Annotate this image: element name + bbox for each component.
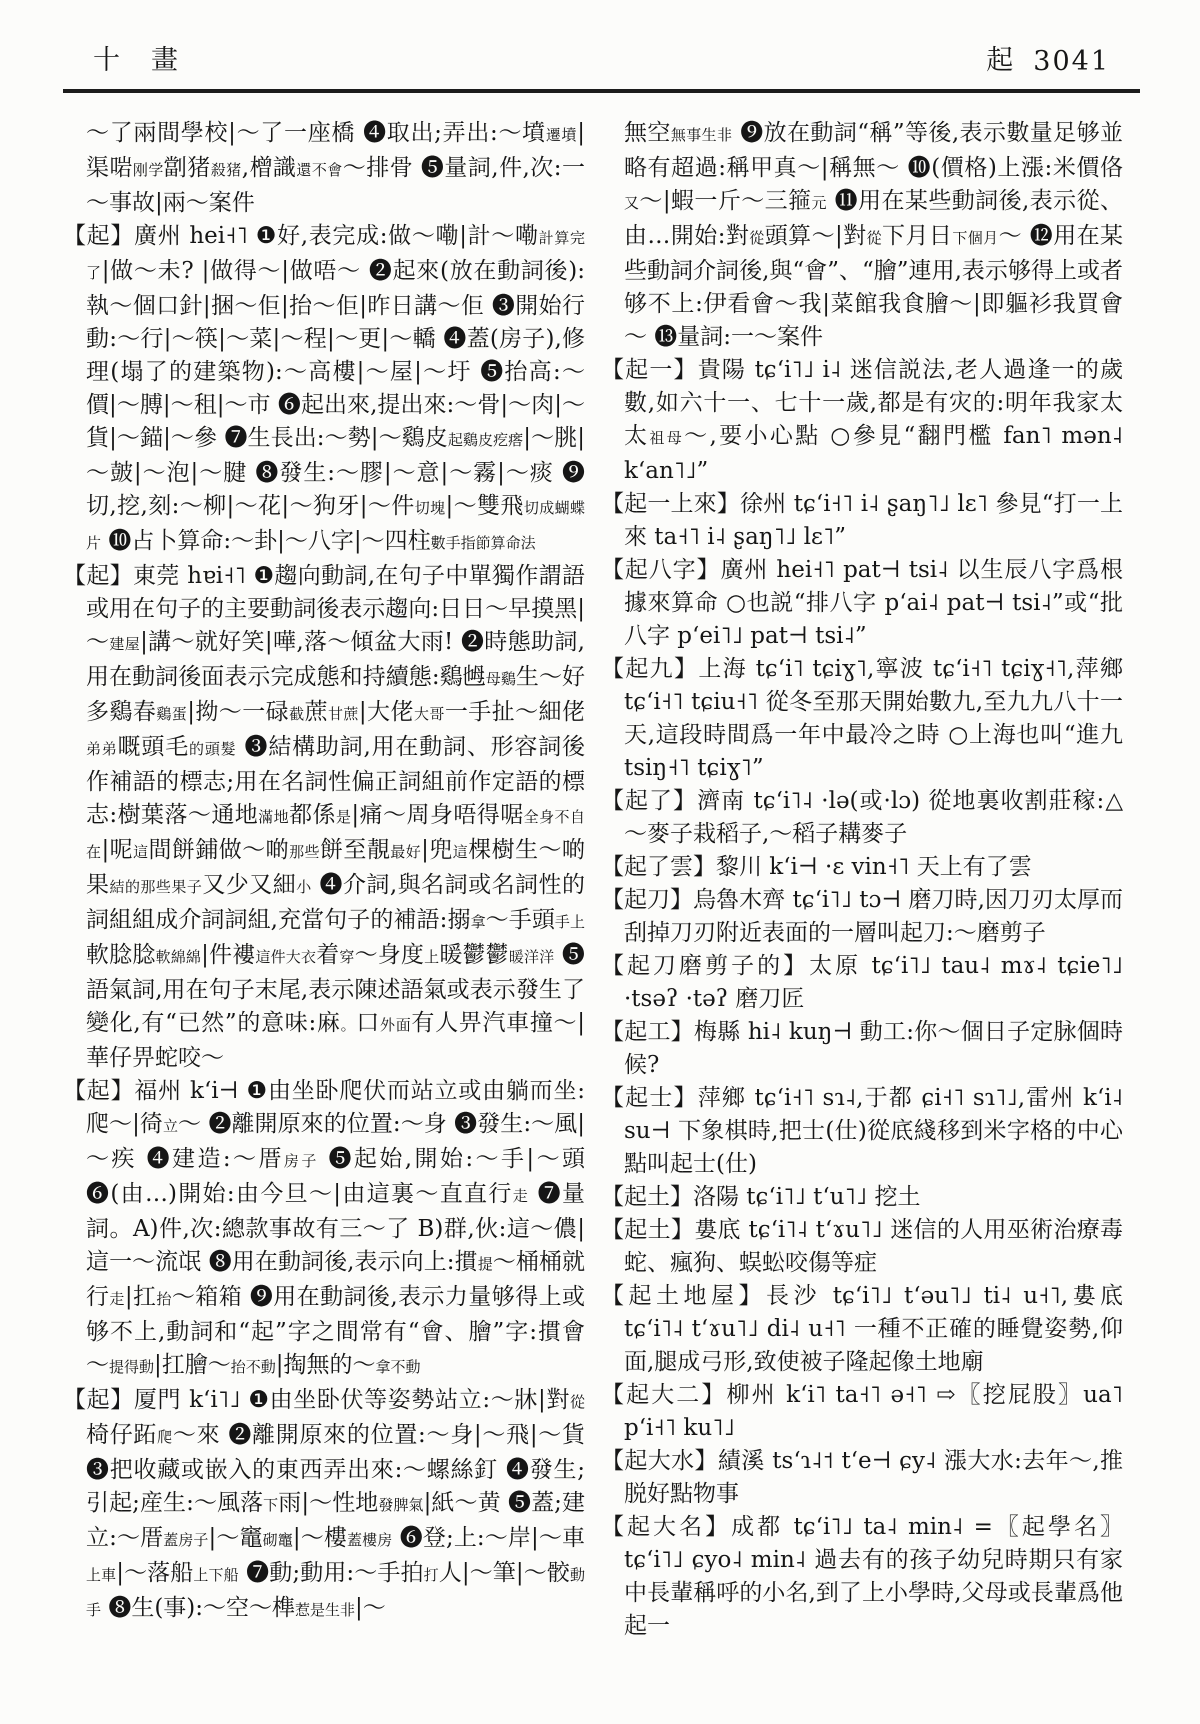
- entry-text: 劏猪: [163, 155, 211, 181]
- gloss-annotation: 手上: [554, 913, 585, 931]
- entry-text: |～: [355, 1595, 386, 1621]
- entry-text: ～排骨 ❺量詞,件,次:一～事故|兩～案件: [86, 155, 585, 216]
- entry-headword: 【起了雲】: [601, 854, 716, 880]
- gloss-annotation: 動手: [86, 1566, 585, 1619]
- gloss-annotation: 提: [477, 1255, 493, 1273]
- entry-text: |～落船: [116, 1560, 194, 1586]
- entry-text: 人|～筆|～骹: [438, 1560, 570, 1586]
- entry-text: 成都 tɕʻi˥˩ ta˨ min˨ =〖起學名〗tɕʻi˥˩ ɕyo˨ min˨ 過去有的孩子幼兒時期只有家中長輩稱呼的小名,到了上小學時,父母或長輩爲他起一: [624, 1514, 1123, 1639]
- entry-text: |～竈: [208, 1525, 263, 1551]
- entry-text: ～身度: [354, 942, 425, 968]
- gloss-annotation: 切成蝴蝶片: [86, 499, 585, 552]
- gloss-annotation: 穿: [339, 948, 355, 966]
- entry-text: 餅至靚: [319, 837, 391, 863]
- gloss-annotation: 從: [749, 229, 765, 247]
- text-columns: [63, 117, 1140, 1643]
- gloss-annotation: 下: [263, 1496, 279, 1514]
- gloss-annotation: 無事生非: [670, 126, 733, 144]
- gloss-annotation: 遷墳: [545, 126, 578, 144]
- entry-text: ～|蝦一斤～三箍: [639, 188, 812, 214]
- gloss-annotation: 軟綿綿: [155, 948, 202, 966]
- entry-text: 東莞 hɐi˧˥ ❶趨向動詞,在句子中單獨作謂語或用在句子的主要動詞後表示趨向:日日～早摸黑|～: [86, 563, 585, 655]
- entry-text: 婁底 tɕʻi˥˨ tʻɤu˥˩ 迷信的人用巫術治療毒蛇、瘋狗、蜈蚣咬傷等症: [624, 1217, 1124, 1276]
- entry-text: |痛～周身唔得啹: [351, 802, 524, 828]
- gloss-annotation: 拿: [470, 913, 486, 931]
- entry-text: |紙～黄 ❺蓋;建立:～厝: [86, 1490, 586, 1551]
- header-rule: [63, 89, 1140, 93]
- entry-text: 廣州 hei˧˥ pat⊣ tsi˨ 以生辰八字爲根據來算命 ○也説“排八字 pʻai˨ pat⊣ tsi˨”或“批八字 pʻei˥˩ pat⊣ tsi˨”: [624, 557, 1123, 649]
- entry-text: 都係: [289, 802, 336, 828]
- entry-text: ❿占卜算命:～卦|～八字|～四柱: [101, 528, 431, 554]
- entry-text: 梅縣 hi˨ kuŋ⊣ 動工:你～個日子定脉個時候?: [624, 1019, 1123, 1078]
- gloss-annotation: 從: [570, 1393, 586, 1411]
- dictionary-entry: [601, 884, 1123, 950]
- entry-text: 着: [316, 942, 340, 968]
- entry-text: 嘅頭毛: [117, 734, 190, 760]
- gloss-annotation: 這: [133, 843, 149, 861]
- entry-headword: 【起土】: [601, 1217, 695, 1243]
- entry-text: ❻登;上:～岸|～車: [392, 1525, 585, 1551]
- entry-text: ～箱箱 ❾用在動詞後,表示力量够得上或够不上,動詞和“起”字之間常有“會、膾”字:摜會～: [86, 1284, 585, 1378]
- gloss-annotation: 暖洋洋: [508, 948, 555, 966]
- entry-text: ～ ⓬用在某些動詞介詞後,與“會”、“膾”連用,表示够得上或者够不上:伊看會～我|菜館我食膾～|即軀衫我買會～ ⓭量詞:一～案件: [624, 223, 1124, 350]
- entry-text: ❺起始,開始:～手|～頭 ❻(由…)開始:由今旦～|由這裏～直直行: [86, 1146, 585, 1207]
- gloss-annotation: 這件大衣: [255, 948, 317, 966]
- entry-text: 福州 kʻi⊣ ❶由坐卧爬伏而站立或由躺而坐:爬～|徛: [86, 1078, 585, 1137]
- entry-text: 下月日: [882, 223, 953, 249]
- entry-text: ～桶桶就行: [86, 1249, 585, 1310]
- gloss-annotation: 打: [423, 1566, 439, 1584]
- entry-text: 暖鬱鬱: [439, 942, 509, 968]
- entry-text: |扛膾～: [154, 1352, 231, 1378]
- right-column: [601, 117, 1123, 1643]
- entry-text: ～了兩間學校|～了一座橋 ❹取出;弄出:～墳: [86, 120, 546, 146]
- gloss-annotation: 起鷄皮疙瘩: [447, 431, 524, 449]
- entry-text: |扛: [124, 1284, 157, 1310]
- entry-headword: 【起九】: [601, 656, 699, 682]
- gloss-annotation: 立: [162, 1117, 179, 1135]
- entry-text: 蔗: [304, 699, 328, 725]
- entry-headword: 【起大二】: [601, 1382, 727, 1408]
- entry-text: 無空: [624, 120, 671, 146]
- gloss-annotation: 切塊: [414, 499, 446, 517]
- entry-text: |呢: [101, 837, 134, 863]
- entry-headword: 【起刀磨剪子的】: [601, 953, 810, 979]
- entry-text: ～,要小心點 ○參見“翻門檻 fan˥ mən˨ kʻan˥˩”: [624, 423, 1123, 484]
- entry-text: |渠啱: [86, 120, 585, 181]
- entry-text: ～手頭: [485, 907, 555, 933]
- header-right: [986, 38, 1110, 77]
- gloss-annotation: 上: [424, 948, 440, 966]
- gloss-annotation: 。: [340, 1016, 357, 1034]
- header-radical-stroke-count: 十 畫: [93, 45, 180, 76]
- gloss-annotation: 提得動: [109, 1358, 155, 1376]
- gloss-annotation: 這: [452, 843, 469, 861]
- entry-text: ,橧識: [241, 155, 297, 181]
- gloss-annotation: 蓋樓房: [346, 1531, 393, 1549]
- entry-text: 貴陽 tɕʻi˥˩ i˨ 迷信説法,老人過逢一的歲數,如六十一、七十一歲,都是有灾的:明年我家太太: [624, 357, 1124, 449]
- entry-text: 棵樹生～啲果: [86, 837, 585, 898]
- entry-headword: 【起工】: [601, 1019, 694, 1045]
- gloss-annotation: 走: [109, 1290, 125, 1308]
- entry-text: 間餅鋪做～啲: [148, 837, 290, 863]
- entry-text: |件褸: [201, 942, 256, 968]
- dictionary-entry: [601, 554, 1123, 653]
- gloss-annotation: 鷄蛋: [156, 705, 188, 723]
- entry-headword: 【起一】: [601, 357, 698, 383]
- entry-headword: 【起一上來】: [601, 491, 740, 517]
- entry-headword: 【起土】: [601, 1184, 693, 1210]
- entry-text: 上海 tɕʻi˥ tɕiɣ˥,寧波 tɕʻi˧˥ tɕiɣ˧˥,萍鄉 tɕʻi˧˥ tɕiu˧˥ 從冬至那天開始數九,至九九八十一天,這段時間爲一年中最冷之時 ○上海也叫“進九 tsiŋ˧˥ tɕiɣ˥”: [624, 656, 1123, 781]
- dictionary-entry: [601, 1016, 1123, 1082]
- entry-text: 萍鄉 tɕʻi˧˥ sɿ˨,于都 ɕi˧˥ sɿ˥˩,雷州 kʻi˨ su⊣ 下象棋時,把士(仕)從底綫移到米字格的中心點叫起士(仕): [624, 1085, 1124, 1177]
- entry-text: |～朓|～皷|～泡|～腱 ❽發生:～膠|～意|～霧|～痰 ❾切,挖,刻:～柳|～花|～狗牙|～件: [86, 425, 585, 519]
- entry-text: 徐州 tɕʻi˧˥ i˨ ʂaŋ˥˩ lɛ˥ 參見“打一上來 ta˧˥ i˨ ʂaŋ˥˩ lɛ˥”: [624, 491, 1124, 550]
- dictionary-entry: [601, 851, 1123, 884]
- gloss-annotation: 抬不動: [230, 1358, 276, 1376]
- entry-headword: 【起刀】: [601, 887, 694, 913]
- entry-headword: 【起】: [63, 563, 133, 589]
- gloss-annotation: 建屋: [109, 635, 141, 653]
- gloss-annotation: 外面: [380, 1016, 412, 1034]
- entry-headword: 【起】: [63, 1387, 134, 1413]
- entry-text: ❼動;動用:～手拍: [238, 1560, 424, 1586]
- entry-text: 太原 tɕʻi˥˩ tau˨ mɤ˨ tɕie˥˩ ·tsəʔ ·təʔ 磨刀匠: [624, 953, 1124, 1012]
- gloss-annotation: 祖母: [649, 429, 685, 447]
- entry-text: 一手扯～細佬: [444, 699, 585, 725]
- entry-text: ～ ❷離開原來的位置:～身 ❸發生:～風|～疾 ❹建造:～厝: [86, 1111, 585, 1172]
- gloss-annotation: 那些: [289, 843, 320, 861]
- gloss-annotation: 爬: [157, 1428, 173, 1446]
- entry-text: 柳州 kʻi˥ ta˧˥ ə˧˥ ⇨〖挖屁股〗ua˥ pʻi˧˥ ku˥˩: [624, 1382, 1123, 1441]
- entry-text: ❼量詞。A)件,次:總款事故有三～了 B)群,伙:這～儂|這一～流氓 ❽用在動詞後,表示向上:摜: [86, 1181, 585, 1275]
- gloss-annotation: 惹是生非: [295, 1601, 356, 1619]
- header-page-number: 3041: [1033, 46, 1110, 77]
- entry-text: 洛陽 tɕʻi˥˩ tʻu˥˩ 挖土: [693, 1184, 921, 1210]
- entry-text: ❹介詞,與名詞或名詞性的詞組組成介詞詞組,充當句子的補語:搦: [86, 872, 585, 933]
- entry-text: 又少又細: [202, 872, 297, 898]
- gloss-annotation: 小: [296, 878, 312, 896]
- gloss-annotation: 蓋房子: [163, 1531, 209, 1549]
- entry-text: 長沙 tɕʻi˥˩ tʻəu˥˩ ti˨ u˧˥,婁底 tɕʻi˥˨ tʻɤu˥˩ di˨ u˧˥ 一種不正確的睡覺姿勢,仰面,腿成弓形,致使被子隆起像土地廟: [624, 1283, 1124, 1375]
- gloss-annotation: 計算完了: [86, 229, 585, 282]
- gloss-annotation: 還不會: [296, 161, 343, 179]
- entry-text: 績溪 tsʻɿ˨˦ tʻe⊣ ɕy˨ 漲大水:去年～,推脱好點物事: [624, 1448, 1124, 1507]
- dictionary-entry: [601, 1280, 1123, 1379]
- page-header: [63, 30, 1140, 89]
- dictionary-entry: [63, 1075, 585, 1384]
- entry-text: 口: [356, 1010, 380, 1036]
- header-headword: 起: [986, 45, 1016, 76]
- dictionary-entry: [601, 653, 1123, 785]
- dictionary-entry: [601, 1082, 1123, 1181]
- gloss-annotation: 上下船: [193, 1566, 239, 1584]
- dictionary-entry: [63, 220, 585, 560]
- gloss-annotation: 是: [335, 808, 352, 826]
- gloss-annotation: 房子: [283, 1152, 319, 1170]
- dictionary-entry: [601, 354, 1123, 488]
- gloss-annotation: 從: [866, 229, 883, 247]
- dictionary-entry: [601, 1214, 1123, 1280]
- gloss-annotation: 下個月: [952, 229, 999, 247]
- gloss-annotation: 發脾氣: [378, 1496, 424, 1514]
- entry-text: 生～好多鷄春: [86, 664, 586, 725]
- gloss-annotation: 拿不動: [375, 1358, 421, 1376]
- gloss-annotation: 最好: [390, 843, 422, 861]
- dictionary-entry: [601, 785, 1123, 851]
- continuation-paragraph: [601, 117, 1123, 354]
- entry-headword: 【起大名】: [601, 1514, 732, 1540]
- entry-text: |～雙飛: [445, 493, 524, 519]
- entry-text: |～樓: [292, 1525, 347, 1551]
- entry-text: |兜: [421, 837, 453, 863]
- gloss-annotation: 數手指節算命法: [430, 534, 536, 552]
- entry-headword: 【起八字】: [601, 557, 721, 583]
- dictionary-entry: [601, 488, 1123, 554]
- dictionary-entry: [63, 560, 585, 1075]
- entry-headword: 【起】: [63, 223, 135, 249]
- entry-text: 頭算～|對: [764, 223, 867, 249]
- entry-text: ❾放在動詞“稱”等後,表示數量足够並略有超過:稱甲真～|稱無～ ❿(價格)上漲:米價佫: [624, 120, 1124, 181]
- entry-headword: 【起土地屋】: [601, 1283, 766, 1309]
- entry-text: 厦門 kʻi˥˩ ❶由坐卧伏等姿勢站立:～牀|對: [133, 1387, 570, 1413]
- gloss-annotation: 滿地: [258, 808, 290, 826]
- entry-headword: 【起了】: [601, 788, 698, 814]
- gloss-annotation: 抬: [156, 1290, 172, 1308]
- gloss-annotation: 上車: [86, 1566, 117, 1584]
- gloss-annotation: 殺猪: [210, 161, 242, 179]
- gloss-annotation: 又: [624, 194, 640, 212]
- dictionary-entry: [601, 1445, 1123, 1511]
- gloss-annotation: 元: [811, 194, 827, 212]
- gloss-annotation: 砌竈: [262, 1531, 293, 1549]
- entry-headword: 【起大水】: [601, 1448, 718, 1474]
- dictionary-entry: [601, 1511, 1123, 1643]
- entry-headword: 【起】: [63, 1078, 135, 1104]
- entry-text: 廣州 hei˧˥ ❶好,表完成:做～嘞|計～嘞: [134, 223, 539, 249]
- entry-text: |掏無的～: [275, 1352, 376, 1378]
- dictionary-entry: [601, 1379, 1123, 1445]
- entry-text: 椅仔跖: [86, 1422, 158, 1448]
- entry-text: ❺語氣詞,用在句子末尾,表示陳述語氣或表示發生了變化,有“已然”的意味:麻: [86, 942, 585, 1036]
- entry-text: 黎川 kʻi⊣ ·ɛ vin˧˥ 天上有了雲: [716, 854, 1032, 880]
- entry-text: 有人畀汽車撞～|華仔畀蛇咬～: [86, 1010, 585, 1071]
- entry-text: ⓫用在某些動詞後,表示從、由…開始:對: [624, 188, 1123, 249]
- gloss-annotation: 的頭髮: [189, 740, 237, 758]
- entry-text: 烏魯木齊 tɕʻi˥˩ tɔ⊣ 磨刀時,因刀刃太厚而刮掉刀刃附近表面的一層叫起刀:～磨剪子: [624, 887, 1123, 946]
- gloss-annotation: 刚学: [132, 161, 164, 179]
- dictionary-entry: [601, 950, 1123, 1016]
- continuation-paragraph: [63, 117, 585, 220]
- left-column: [63, 117, 585, 1643]
- gloss-annotation: 母鷄: [485, 670, 516, 688]
- gloss-annotation: 截: [289, 705, 305, 723]
- entry-text: |大佬: [358, 699, 414, 725]
- gloss-annotation: 弟弟: [86, 740, 118, 758]
- entry-text: ❽生(事):～空～榫: [101, 1595, 296, 1621]
- dictionary-entry: [601, 1181, 1123, 1214]
- entry-text: ～來 ❷離開原來的位置:～身|～飛|～貨 ❸把收藏或嵌入的東西弄出來:～螺絲釘 ❹發生;引起;産生:～風落: [86, 1422, 585, 1516]
- entry-text: |講～就好笑|嘩,落～傾盆大雨! ❷時態助詞,用在動詞後面表示完成態和持續態:鷄乸: [86, 629, 585, 690]
- entry-text: 濟南 tɕʻi˥˨ ·lə(或·lɔ) 從地裏收割莊稼:△～麥子栽稻子,～稻子耩麥子: [624, 788, 1124, 847]
- entry-text: 軟腍腍: [86, 942, 156, 968]
- entry-text: ❸結構助詞,用在動詞、形容詞後作補語的標志;用在名詞性偏正詞組前作定語的標志:樹葉落～通地: [86, 734, 586, 828]
- entry-text: |拗～一碌: [187, 699, 290, 725]
- entry-headword: 【起士】: [601, 1085, 698, 1111]
- gloss-annotation: 大哥: [413, 705, 445, 723]
- dictionary-entry: [63, 1384, 585, 1627]
- gloss-annotation: 全身不自在: [86, 808, 585, 861]
- gloss-annotation: 甘蔗: [328, 705, 359, 723]
- entry-text: 雨|～性地: [278, 1490, 379, 1516]
- gloss-annotation: 結的那些果子: [109, 878, 203, 896]
- entry-text: |做～未? |做得～|做唔～ ❷起來(放在動詞後):執～個口針|捆～佢|抬～佢|昨日講～佢 ❸開始行動:～行|～筷|～菜|～程|～更|～轎 ❹蓋(房子),修理(塌了的建築物):～高樓|～屋|～圩 ❺抬高:～價|～膊|～租|～市 ❻起出來,提出來:～骨|～肉|～貨|～錨|～參 ❼生長出:～勢|～鷄皮: [86, 258, 585, 451]
- gloss-annotation: 走: [512, 1187, 530, 1205]
